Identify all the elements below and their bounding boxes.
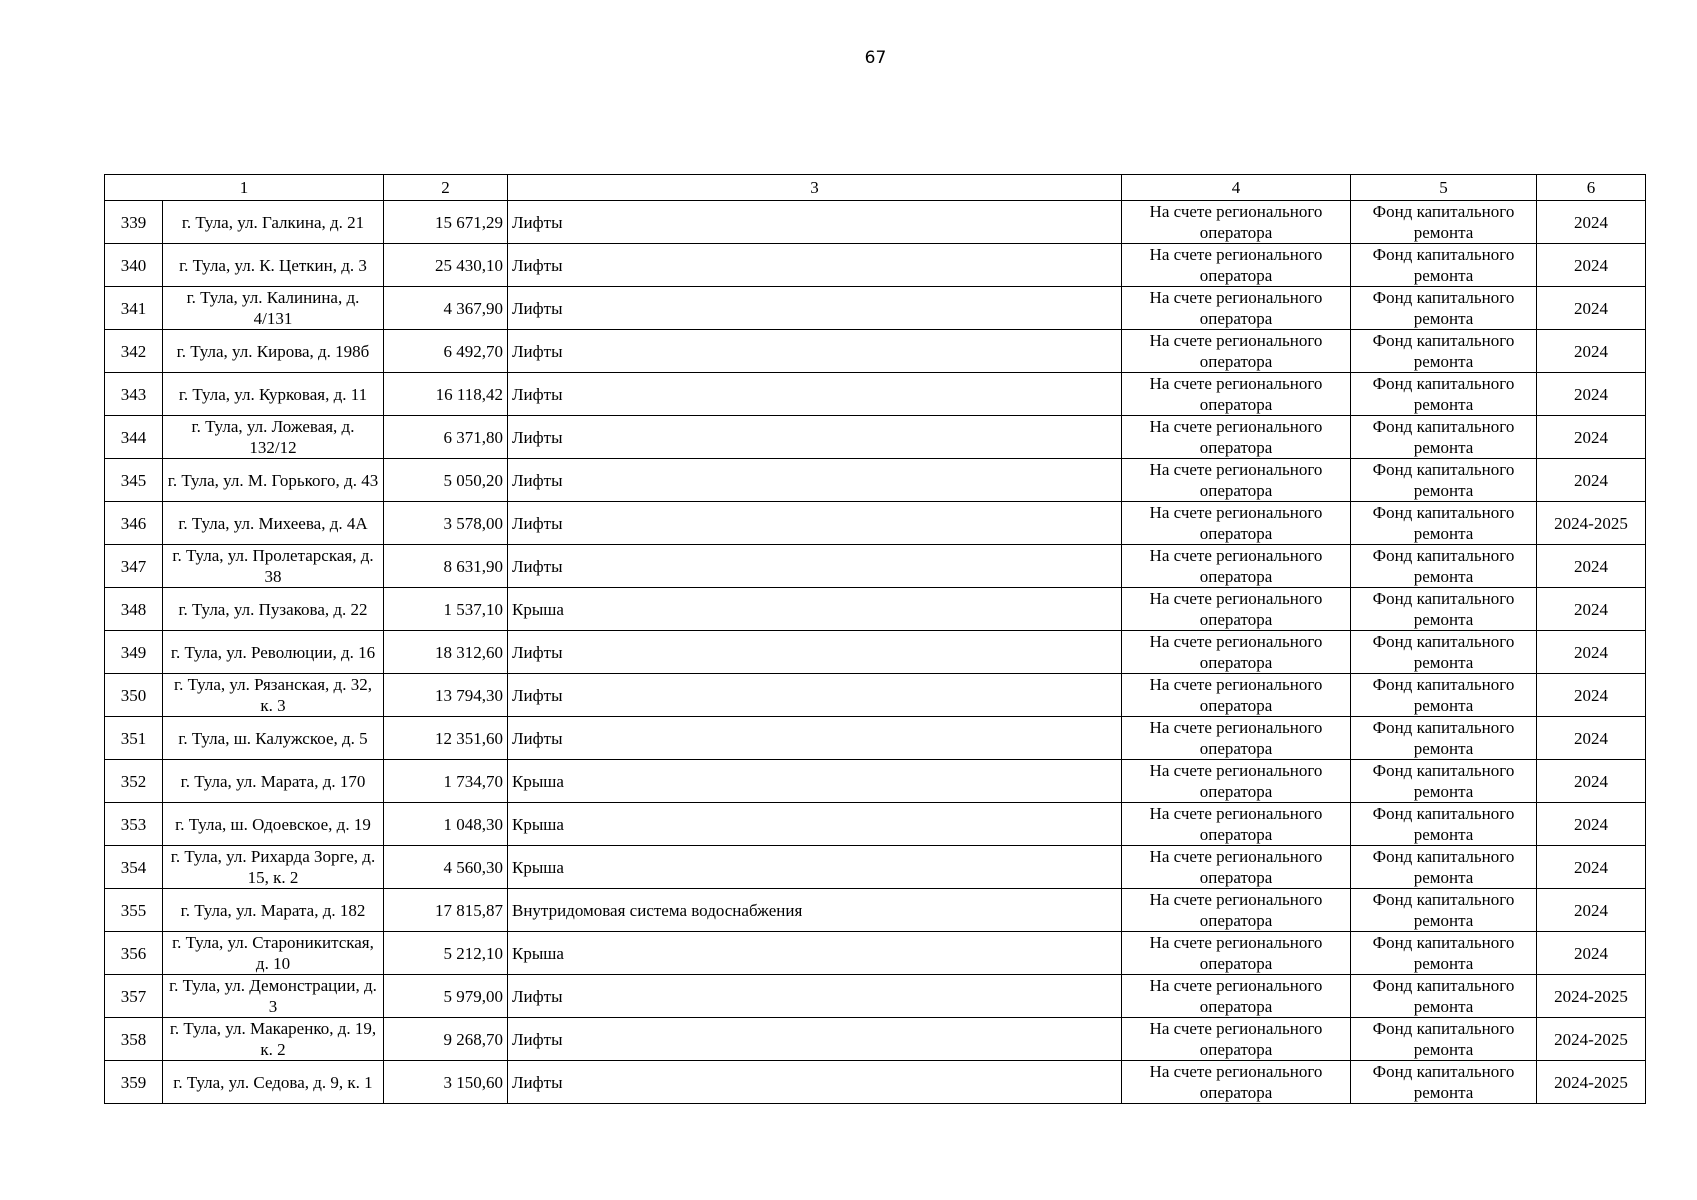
- address-cell: г. Тула, ул. Рихарда Зорге, д. 15, к. 2: [163, 846, 384, 889]
- table-row: [105, 459, 1646, 502]
- account-cell: На счете регионального оператора: [1122, 717, 1351, 760]
- funding-source-cell: Фонд капитального ремонта: [1351, 459, 1537, 502]
- row-number: 344: [105, 416, 163, 459]
- address-cell: г. Тула, ул. Галкина, д. 21: [163, 201, 384, 244]
- table-body: [105, 201, 1646, 1104]
- address-cell: г. Тула, ул. Рязанская, д. 32, к. 3: [163, 674, 384, 717]
- cost-cell: 18 312,60: [384, 631, 508, 674]
- funding-source-cell: Фонд капитального ремонта: [1351, 760, 1537, 803]
- account-cell: На счете регионального оператора: [1122, 459, 1351, 502]
- funding-source-cell: Фонд капитального ремонта: [1351, 889, 1537, 932]
- work-type-cell: Лифты: [508, 975, 1122, 1018]
- cost-cell: 5 212,10: [384, 932, 508, 975]
- row-number: 351: [105, 717, 163, 760]
- year-cell: 2024: [1537, 416, 1646, 459]
- account-cell: На счете регионального оператора: [1122, 803, 1351, 846]
- address-cell: г. Тула, ул. Ложевая, д. 132/12: [163, 416, 384, 459]
- row-number: 346: [105, 502, 163, 545]
- account-cell: На счете регионального оператора: [1122, 416, 1351, 459]
- column-header-2: 2: [384, 175, 508, 201]
- year-cell: 2024: [1537, 803, 1646, 846]
- cost-cell: 5 979,00: [384, 975, 508, 1018]
- funding-source-cell: Фонд капитального ремонта: [1351, 330, 1537, 373]
- funding-source-cell: Фонд капитального ремонта: [1351, 545, 1537, 588]
- row-number: 355: [105, 889, 163, 932]
- work-type-cell: Лифты: [508, 459, 1122, 502]
- account-cell: На счете регионального оператора: [1122, 631, 1351, 674]
- account-cell: На счете регионального оператора: [1122, 932, 1351, 975]
- row-number: 357: [105, 975, 163, 1018]
- year-cell: 2024: [1537, 717, 1646, 760]
- table-row: [105, 1061, 1646, 1104]
- work-type-cell: Лифты: [508, 1061, 1122, 1104]
- account-cell: На счете регионального оператора: [1122, 1061, 1351, 1104]
- cost-cell: 1 048,30: [384, 803, 508, 846]
- column-header-1: 1: [105, 175, 384, 201]
- work-type-cell: Лифты: [508, 717, 1122, 760]
- work-type-cell: Лифты: [508, 416, 1122, 459]
- cost-cell: 5 050,20: [384, 459, 508, 502]
- table-row: [105, 244, 1646, 287]
- row-number: 343: [105, 373, 163, 416]
- year-cell: 2024: [1537, 201, 1646, 244]
- funding-source-cell: Фонд капитального ремонта: [1351, 416, 1537, 459]
- account-cell: На счете регионального оператора: [1122, 975, 1351, 1018]
- funding-source-cell: Фонд капитального ремонта: [1351, 803, 1537, 846]
- account-cell: На счете регионального оператора: [1122, 545, 1351, 588]
- funding-source-cell: Фонд капитального ремонта: [1351, 1018, 1537, 1061]
- row-number: 347: [105, 545, 163, 588]
- account-cell: На счете регионального оператора: [1122, 889, 1351, 932]
- row-number: 340: [105, 244, 163, 287]
- year-cell: 2024-2025: [1537, 1061, 1646, 1104]
- address-cell: г. Тула, ул. Марата, д. 170: [163, 760, 384, 803]
- address-cell: г. Тула, ул. Демонстрации, д. 3: [163, 975, 384, 1018]
- year-cell: 2024-2025: [1537, 1018, 1646, 1061]
- row-number: 354: [105, 846, 163, 889]
- funding-source-cell: Фонд капитального ремонта: [1351, 201, 1537, 244]
- account-cell: На счете регионального оператора: [1122, 674, 1351, 717]
- row-number: 350: [105, 674, 163, 717]
- work-type-cell: Крыша: [508, 932, 1122, 975]
- table-row: [105, 932, 1646, 975]
- funding-source-cell: Фонд капитального ремонта: [1351, 244, 1537, 287]
- row-number: 349: [105, 631, 163, 674]
- account-cell: На счете регионального оператора: [1122, 201, 1351, 244]
- funding-source-cell: Фонд капитального ремонта: [1351, 502, 1537, 545]
- table-row: [105, 846, 1646, 889]
- capital-repair-table: [104, 174, 1646, 1104]
- cost-cell: 1 734,70: [384, 760, 508, 803]
- row-number: 345: [105, 459, 163, 502]
- year-cell: 2024: [1537, 244, 1646, 287]
- row-number: 359: [105, 1061, 163, 1104]
- cost-cell: 1 537,10: [384, 588, 508, 631]
- year-cell: 2024-2025: [1537, 502, 1646, 545]
- table-row: [105, 889, 1646, 932]
- work-type-cell: Лифты: [508, 244, 1122, 287]
- table-row: [105, 416, 1646, 459]
- column-header-6: 6: [1537, 175, 1646, 201]
- cost-cell: 3 150,60: [384, 1061, 508, 1104]
- column-header-3: 3: [508, 175, 1122, 201]
- table-row: [105, 502, 1646, 545]
- cost-cell: 6 371,80: [384, 416, 508, 459]
- account-cell: На счете регионального оператора: [1122, 588, 1351, 631]
- year-cell: 2024: [1537, 760, 1646, 803]
- year-cell: 2024: [1537, 631, 1646, 674]
- row-number: 339: [105, 201, 163, 244]
- table-row: [105, 287, 1646, 330]
- cost-cell: 4 560,30: [384, 846, 508, 889]
- funding-source-cell: Фонд капитального ремонта: [1351, 717, 1537, 760]
- row-number: 348: [105, 588, 163, 631]
- address-cell: г. Тула, ул. Калинина, д. 4/131: [163, 287, 384, 330]
- row-number: 342: [105, 330, 163, 373]
- cost-cell: 8 631,90: [384, 545, 508, 588]
- year-cell: 2024-2025: [1537, 975, 1646, 1018]
- page-number: 67: [864, 48, 887, 68]
- row-number: 358: [105, 1018, 163, 1061]
- funding-source-cell: Фонд капитального ремонта: [1351, 287, 1537, 330]
- table-row: [105, 975, 1646, 1018]
- address-cell: г. Тула, ул. Староникитская, д. 10: [163, 932, 384, 975]
- funding-source-cell: Фонд капитального ремонта: [1351, 846, 1537, 889]
- cost-cell: 17 815,87: [384, 889, 508, 932]
- work-type-cell: Лифты: [508, 287, 1122, 330]
- cost-cell: 6 492,70: [384, 330, 508, 373]
- cost-cell: 25 430,10: [384, 244, 508, 287]
- table-row: [105, 373, 1646, 416]
- address-cell: г. Тула, ул. Пролетарская, д. 38: [163, 545, 384, 588]
- table-row: [105, 674, 1646, 717]
- year-cell: 2024: [1537, 674, 1646, 717]
- cost-cell: 15 671,29: [384, 201, 508, 244]
- year-cell: 2024: [1537, 287, 1646, 330]
- cost-cell: 13 794,30: [384, 674, 508, 717]
- work-type-cell: Лифты: [508, 1018, 1122, 1061]
- cost-cell: 4 367,90: [384, 287, 508, 330]
- address-cell: г. Тула, ул. М. Горького, д. 43: [163, 459, 384, 502]
- address-cell: г. Тула, ул. Михеева, д. 4А: [163, 502, 384, 545]
- work-type-cell: Крыша: [508, 760, 1122, 803]
- year-cell: 2024: [1537, 932, 1646, 975]
- address-cell: г. Тула, ш. Калужское, д. 5: [163, 717, 384, 760]
- year-cell: 2024: [1537, 545, 1646, 588]
- table-row: [105, 631, 1646, 674]
- funding-source-cell: Фонд капитального ремонта: [1351, 631, 1537, 674]
- row-number: 352: [105, 760, 163, 803]
- cost-cell: 9 268,70: [384, 1018, 508, 1061]
- funding-source-cell: Фонд капитального ремонта: [1351, 932, 1537, 975]
- work-type-cell: Крыша: [508, 846, 1122, 889]
- column-header-4: 4: [1122, 175, 1351, 201]
- table-row: [105, 545, 1646, 588]
- address-cell: г. Тула, ул. Кирова, д. 198б: [163, 330, 384, 373]
- funding-source-cell: Фонд капитального ремонта: [1351, 674, 1537, 717]
- address-cell: г. Тула, ул. Седова, д. 9, к. 1: [163, 1061, 384, 1104]
- cost-cell: 3 578,00: [384, 502, 508, 545]
- table-row: [105, 760, 1646, 803]
- year-cell: 2024: [1537, 330, 1646, 373]
- funding-source-cell: Фонд капитального ремонта: [1351, 975, 1537, 1018]
- work-type-cell: Лифты: [508, 502, 1122, 545]
- work-type-cell: Лифты: [508, 674, 1122, 717]
- year-cell: 2024: [1537, 846, 1646, 889]
- account-cell: На счете регионального оператора: [1122, 373, 1351, 416]
- address-cell: г. Тула, ул. Макаренко, д. 19, к. 2: [163, 1018, 384, 1061]
- funding-source-cell: Фонд капитального ремонта: [1351, 1061, 1537, 1104]
- address-cell: г. Тула, ул. Курковая, д. 11: [163, 373, 384, 416]
- address-cell: г. Тула, ул. К. Цеткин, д. 3: [163, 244, 384, 287]
- work-type-cell: Лифты: [508, 631, 1122, 674]
- account-cell: На счете регионального оператора: [1122, 846, 1351, 889]
- row-number: 341: [105, 287, 163, 330]
- table-header-row: [105, 175, 1646, 201]
- address-cell: г. Тула, ул. Пузакова, д. 22: [163, 588, 384, 631]
- account-cell: На счете регионального оператора: [1122, 760, 1351, 803]
- address-cell: г. Тула, ул. Революции, д. 16: [163, 631, 384, 674]
- funding-source-cell: Фонд капитального ремонта: [1351, 588, 1537, 631]
- work-type-cell: Крыша: [508, 588, 1122, 631]
- cost-cell: 12 351,60: [384, 717, 508, 760]
- work-type-cell: Лифты: [508, 373, 1122, 416]
- work-type-cell: Внутридомовая система водоснабжения: [508, 889, 1122, 932]
- work-type-cell: Лифты: [508, 201, 1122, 244]
- account-cell: На счете регионального оператора: [1122, 287, 1351, 330]
- table-row: [105, 803, 1646, 846]
- account-cell: На счете регионального оператора: [1122, 330, 1351, 373]
- account-cell: На счете регионального оператора: [1122, 1018, 1351, 1061]
- year-cell: 2024: [1537, 588, 1646, 631]
- table-row: [105, 330, 1646, 373]
- table-row: [105, 1018, 1646, 1061]
- account-cell: На счете регионального оператора: [1122, 502, 1351, 545]
- row-number: 353: [105, 803, 163, 846]
- year-cell: 2024: [1537, 889, 1646, 932]
- table-row: [105, 588, 1646, 631]
- funding-source-cell: Фонд капитального ремонта: [1351, 373, 1537, 416]
- work-type-cell: Крыша: [508, 803, 1122, 846]
- cost-cell: 16 118,42: [384, 373, 508, 416]
- year-cell: 2024: [1537, 459, 1646, 502]
- table-row: [105, 201, 1646, 244]
- address-cell: г. Тула, ул. Марата, д. 182: [163, 889, 384, 932]
- account-cell: На счете регионального оператора: [1122, 244, 1351, 287]
- address-cell: г. Тула, ш. Одоевское, д. 19: [163, 803, 384, 846]
- table-row: [105, 717, 1646, 760]
- work-type-cell: Лифты: [508, 545, 1122, 588]
- year-cell: 2024: [1537, 373, 1646, 416]
- column-header-5: 5: [1351, 175, 1537, 201]
- work-type-cell: Лифты: [508, 330, 1122, 373]
- row-number: 356: [105, 932, 163, 975]
